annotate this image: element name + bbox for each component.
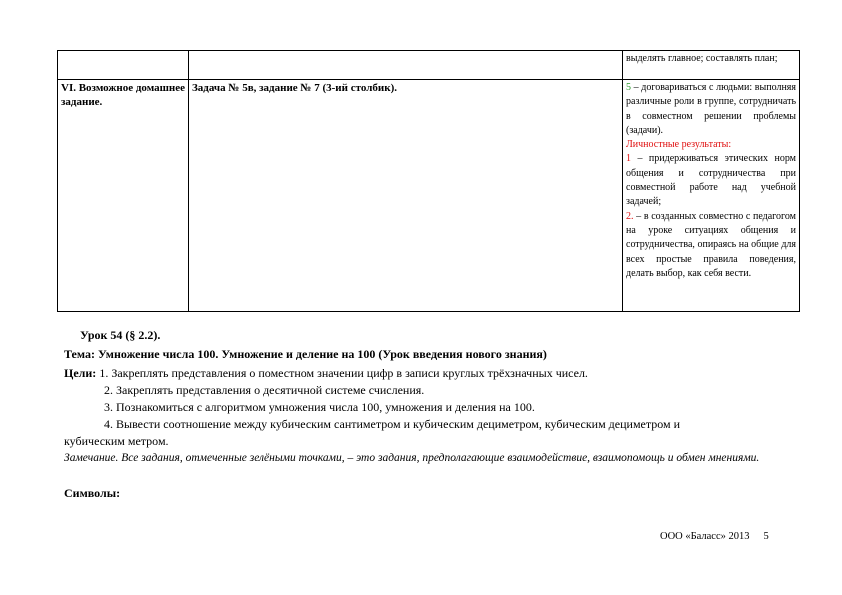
results-cell [623,80,800,312]
item-text: – договариваться с людьми: выполняя различные роли в группе, сотрудничать в совместном решении проблемы (задачи). [626,82,796,136]
table-cell-results [623,51,800,80]
page-footer [660,531,769,542]
lesson-topic [64,346,784,363]
item-text: – придерживаться этических норм общения и сотрудничества при совместной работе над учебной задачей; [626,153,796,208]
topic-text: Умножение числа 100. Умножение и деление на 100 (Урок введения нового знания) [94,347,547,361]
goal-item-continued: кубическим метром. [64,434,169,448]
result-item-2 [626,210,796,281]
lesson-table [57,50,796,312]
symbols-heading: Символы: [64,486,121,500]
item-number-red: 1 [626,153,631,165]
stage-cell [58,80,189,312]
lesson-title: Урок 54 (§ 2.2). [80,328,161,342]
item-text: – в созданных совместно с педагогом на уроке ситуациях общения и сотрудничества, опираясь на общие для всех простые правила поведения, делать выбор, как себя вести. [626,210,796,279]
goals-label: Цели: [64,366,97,380]
table-row [58,51,800,80]
table-cell [189,51,623,80]
homework-text: Задача № 5в, задание № 7 (3-ий столбик). [192,82,397,94]
lesson-goals [64,365,784,450]
item-number-green: 5 [626,82,631,93]
cell-text: выделять главное; составлять план; [626,53,778,64]
publisher-text: ООО «Баласс» 2013 [660,531,750,542]
homework-cell [189,80,623,312]
page-number: 5 [763,531,769,542]
lesson-note: Замечание. Все задания, отмеченные зелёными точками, – это задания, предполагающие взаимодействие, взаимопомощь и обмен мнениями. [64,452,760,464]
table-cell [58,51,189,80]
results-table [57,50,800,312]
goal-item: Цели: 1. Закреплять представления о поместном значении цифр в записи круглых трёхзначных чисел. [64,366,588,380]
personal-results-title: Личностные результаты: [626,139,732,151]
goal-item: 4. Вывести соотношение между кубическим сантиметром и кубическим дециметром, кубическим дециметром и [104,417,681,431]
topic-label: Тема: [64,347,95,361]
stage-label: VI. Возможное домашнее задание. [61,82,186,108]
table-row [58,80,800,312]
result-item-5 [626,81,796,138]
goal-item: 3. Познакомиться с алгоритмом умножения числа 100, умножения и деления на 100. [104,400,535,414]
result-item-1 [626,152,796,209]
goal-item: 2. Закреплять представления о десятичной системе счисления. [104,383,425,397]
item-number-red: 2. [626,210,634,222]
